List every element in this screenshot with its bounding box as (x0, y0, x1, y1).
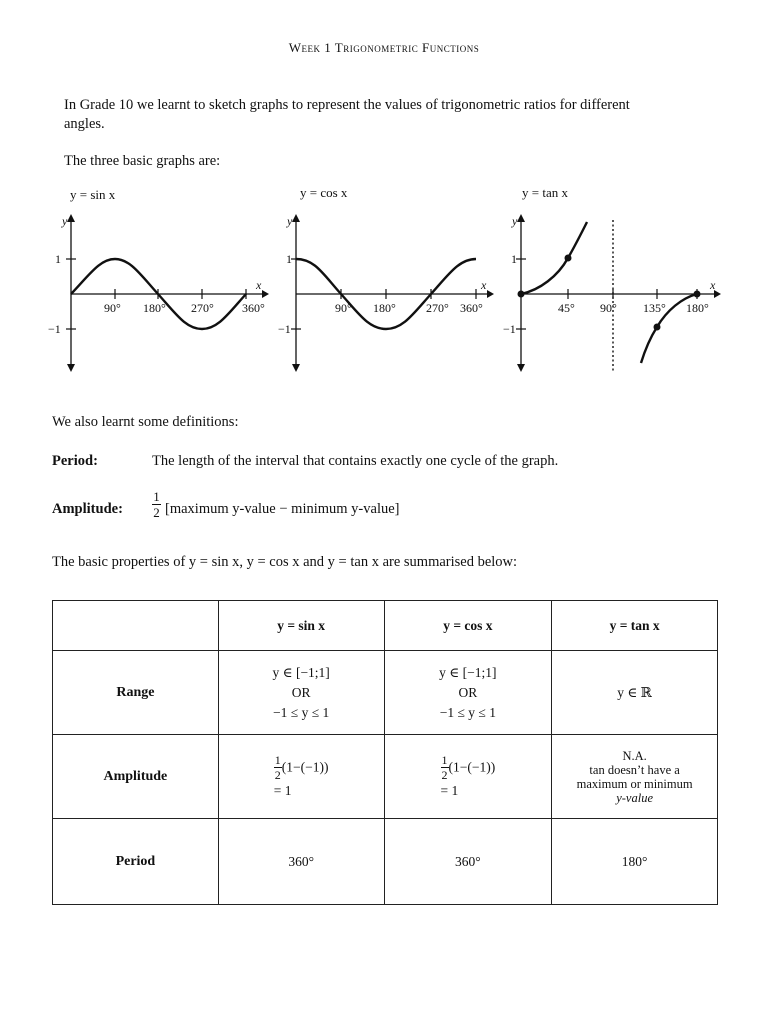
x-tick-90: 90° (104, 301, 121, 315)
intro-line-1: In Grade 10 we learnt to sketch graphs to represent the values of trigonometric ratios for different (64, 97, 630, 113)
amp-sin-num: 1 (274, 753, 281, 767)
summary-heading: The basic properties of y = sin x, y = cos x and y = tan x are summarised below: (52, 554, 518, 570)
y-tick-1: 1 (511, 252, 517, 266)
x-tick-270: 270° (426, 301, 449, 315)
intro-line-2: angles. (64, 116, 105, 132)
y-tick-minus-1: −1 (48, 322, 61, 336)
x-axis-arrow (262, 290, 269, 298)
amplitude-tan-cell (552, 735, 718, 819)
amplitude-sin-cell (218, 735, 384, 819)
y-axis-arrow-down (517, 364, 525, 372)
fraction-numerator: 1 (153, 489, 160, 504)
intro-paragraph (64, 96, 630, 134)
cos-graph-label: y = cos x (300, 185, 348, 200)
header-empty-cell (53, 601, 219, 651)
table-row-amplitude (53, 735, 718, 819)
y-axis-arrow-up (292, 214, 300, 222)
x-axis-label: x (710, 278, 716, 292)
range-sin-line-2: OR (291, 684, 311, 700)
amplitude-fraction (152, 490, 161, 519)
x-tick-135: 135° (643, 301, 666, 315)
period-cos-cell: 360° (384, 819, 552, 905)
x-tick-180: 180° (143, 301, 166, 315)
x-tick-180: 180° (686, 301, 709, 315)
header-cos: y = cos x (384, 601, 552, 651)
row-label-period: Period (53, 819, 219, 905)
amp-cos-result: = 1 (440, 783, 459, 798)
point-origin (518, 291, 525, 298)
graphs-heading: The three basic graphs are: (64, 153, 221, 169)
y-axis-label: y (287, 214, 293, 228)
y-axis-label: y (512, 214, 518, 228)
y-axis-arrow-up (517, 214, 525, 222)
point-45 (565, 255, 572, 262)
definitions-heading: We also learnt some definitions: (52, 414, 239, 430)
amp-cos-den: 2 (441, 768, 448, 782)
amp-cos-expr: (1−(−1)) (448, 759, 496, 775)
cosine-graph (275, 210, 495, 380)
sine-graph (50, 210, 270, 380)
range-cos-line-1: y ∈ [−1;1] (439, 664, 497, 680)
amp-tan-line-2: tan doesn’t have a (589, 762, 680, 777)
range-sin-line-3: −1 ≤ y ≤ 1 (273, 704, 330, 720)
x-tick-90: 90° (335, 301, 352, 315)
y-tick-minus-1: −1 (278, 322, 291, 336)
x-axis-label: x (256, 278, 262, 292)
y-tick-minus-1: −1 (503, 322, 516, 336)
y-axis-label: y (62, 214, 68, 228)
properties-table (52, 600, 718, 905)
amplitude-text: [maximum y-value − minimum y-value] (165, 501, 400, 517)
amplitude-cos-cell (384, 735, 552, 819)
amp-sin-result: = 1 (273, 783, 292, 798)
amplitude-term: Amplitude: (52, 501, 123, 517)
amp-cos-num: 1 (441, 753, 448, 767)
amp-sin-den: 2 (274, 768, 281, 782)
tan-graph-label: y = tan x (522, 185, 568, 200)
x-tick-90: 90° (600, 301, 617, 315)
table-row-period (53, 819, 718, 905)
range-cos-cell (384, 651, 552, 735)
range-cos-line-2: OR (458, 684, 478, 700)
table-row-range (53, 651, 718, 735)
page-title: Week 1 Trigonometric Functions (288, 40, 480, 55)
header-tan: y = tan x (552, 601, 718, 651)
range-tan-cell: y ∈ ℝ (552, 651, 718, 735)
tan-branch-left (521, 222, 587, 294)
y-tick-1: 1 (55, 252, 61, 266)
range-sin-line-1: y ∈ [−1;1] (272, 664, 330, 680)
period-definition (52, 453, 732, 473)
amp-cos-fraction (441, 754, 449, 781)
header-sin: y = sin x (218, 601, 384, 651)
range-sin-cell (218, 651, 384, 735)
x-tick-180: 180° (373, 301, 396, 315)
amp-tan-line-1: N.A. (622, 748, 647, 763)
y-axis-arrow-down (67, 364, 75, 372)
amp-tan-line-3: maximum or minimum (576, 776, 693, 791)
period-text: The length of the interval that contains exactly one cycle of the graph. (152, 453, 559, 469)
x-tick-360: 360° (460, 301, 483, 315)
amplitude-definition (52, 490, 732, 534)
x-axis-label: x (481, 278, 487, 292)
range-cos-line-3: −1 ≤ y ≤ 1 (439, 704, 496, 720)
sin-graph-label: y = sin x (70, 187, 116, 202)
fraction-denominator: 2 (153, 505, 160, 520)
row-label-amplitude: Amplitude (53, 735, 219, 819)
amp-tan-line-4: y-value (616, 790, 653, 805)
amp-sin-fraction (274, 754, 282, 781)
x-tick-45: 45° (558, 301, 575, 315)
table-header-row (53, 601, 718, 651)
y-axis-arrow-up (67, 214, 75, 222)
amp-sin-expr: (1−(−1)) (281, 759, 329, 775)
period-tan-cell: 180° (552, 819, 718, 905)
point-135 (654, 324, 661, 331)
period-sin-cell: 360° (218, 819, 384, 905)
x-axis-arrow (487, 290, 494, 298)
point-180 (694, 291, 701, 298)
x-tick-270: 270° (191, 301, 214, 315)
y-axis-arrow-down (292, 364, 300, 372)
tangent-graph (500, 210, 730, 380)
y-tick-1: 1 (286, 252, 292, 266)
period-term: Period: (52, 453, 98, 469)
row-label-range: Range (53, 651, 219, 735)
x-tick-360: 360° (242, 301, 265, 315)
